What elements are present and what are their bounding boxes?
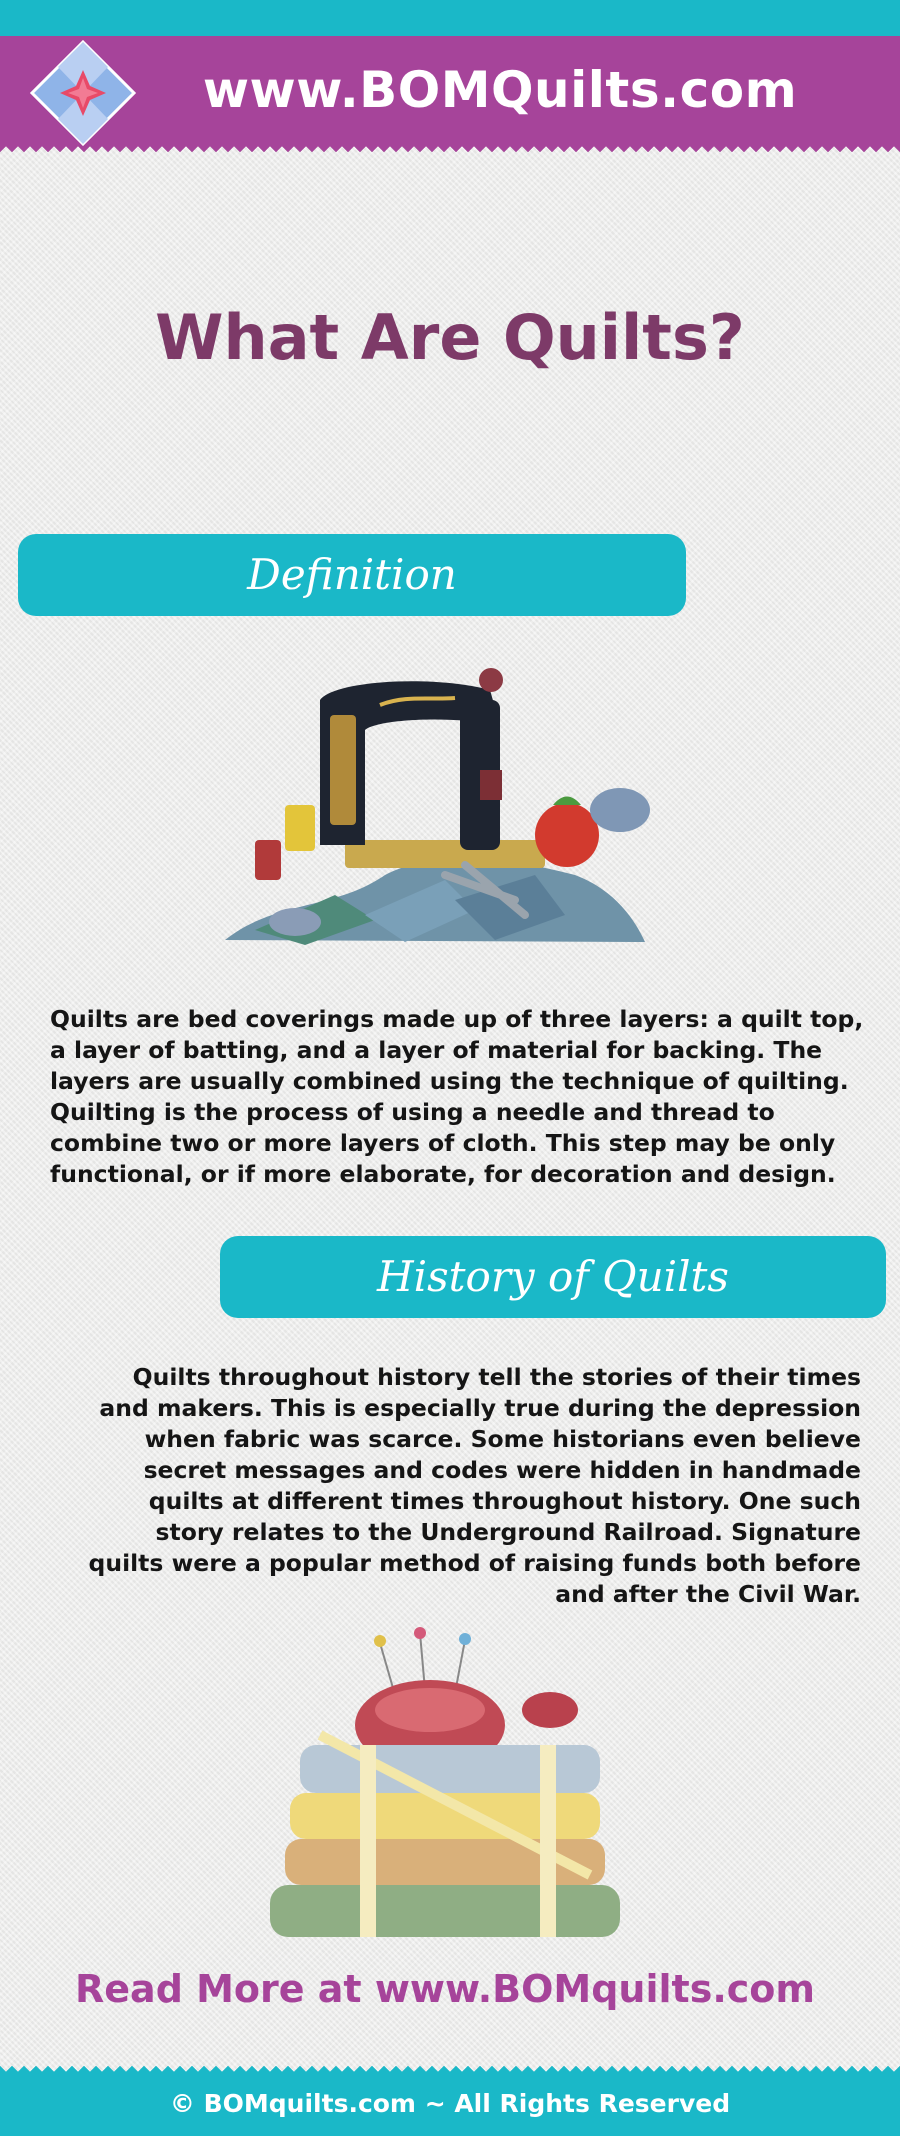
site-title[interactable]: www.BOMQuilts.com — [202, 61, 798, 119]
definition-heading-banner: Definition — [18, 534, 686, 616]
read-more-link[interactable]: Read More at www.BOMquilts.com — [75, 1967, 815, 2011]
quilt-star-block-icon[interactable] — [30, 40, 136, 146]
history-text: Quilts throughout history tell the stories of their times and makers. This is especially true during the depression when fabric was scarce. Some historians even believe secret messages and codes were hidden in handmade quilts at different times throughout history. One such story relates to the Underground Railroad. Signature quilts were a popular method of raising funds both before and after the Civil War. — [88, 1363, 861, 1608]
footer-copyright: © BOMquilts.com ~ All Rights Reserved — [169, 2089, 731, 2118]
footer-zigzag-edge — [0, 2062, 900, 2074]
definition-text: Quilts are bed coverings made up of three layers: a quilt top, a layer of batting, and a layer of material for backing. The layers are usually combined using the technique of quilting. Quilting is the process of using a needle and thread to combine two or more layers of cloth. This step may be only functional, or if more elaborate, for decoration and design. — [50, 1005, 864, 1188]
history-heading-banner: History of Quilts — [220, 1236, 886, 1318]
page-title: What Are Quilts? — [155, 301, 745, 374]
sewing-machine-illustration — [215, 660, 655, 952]
fabric-stack-pincushion-illustration — [260, 1625, 636, 1945]
top-accent-strip — [0, 0, 900, 36]
